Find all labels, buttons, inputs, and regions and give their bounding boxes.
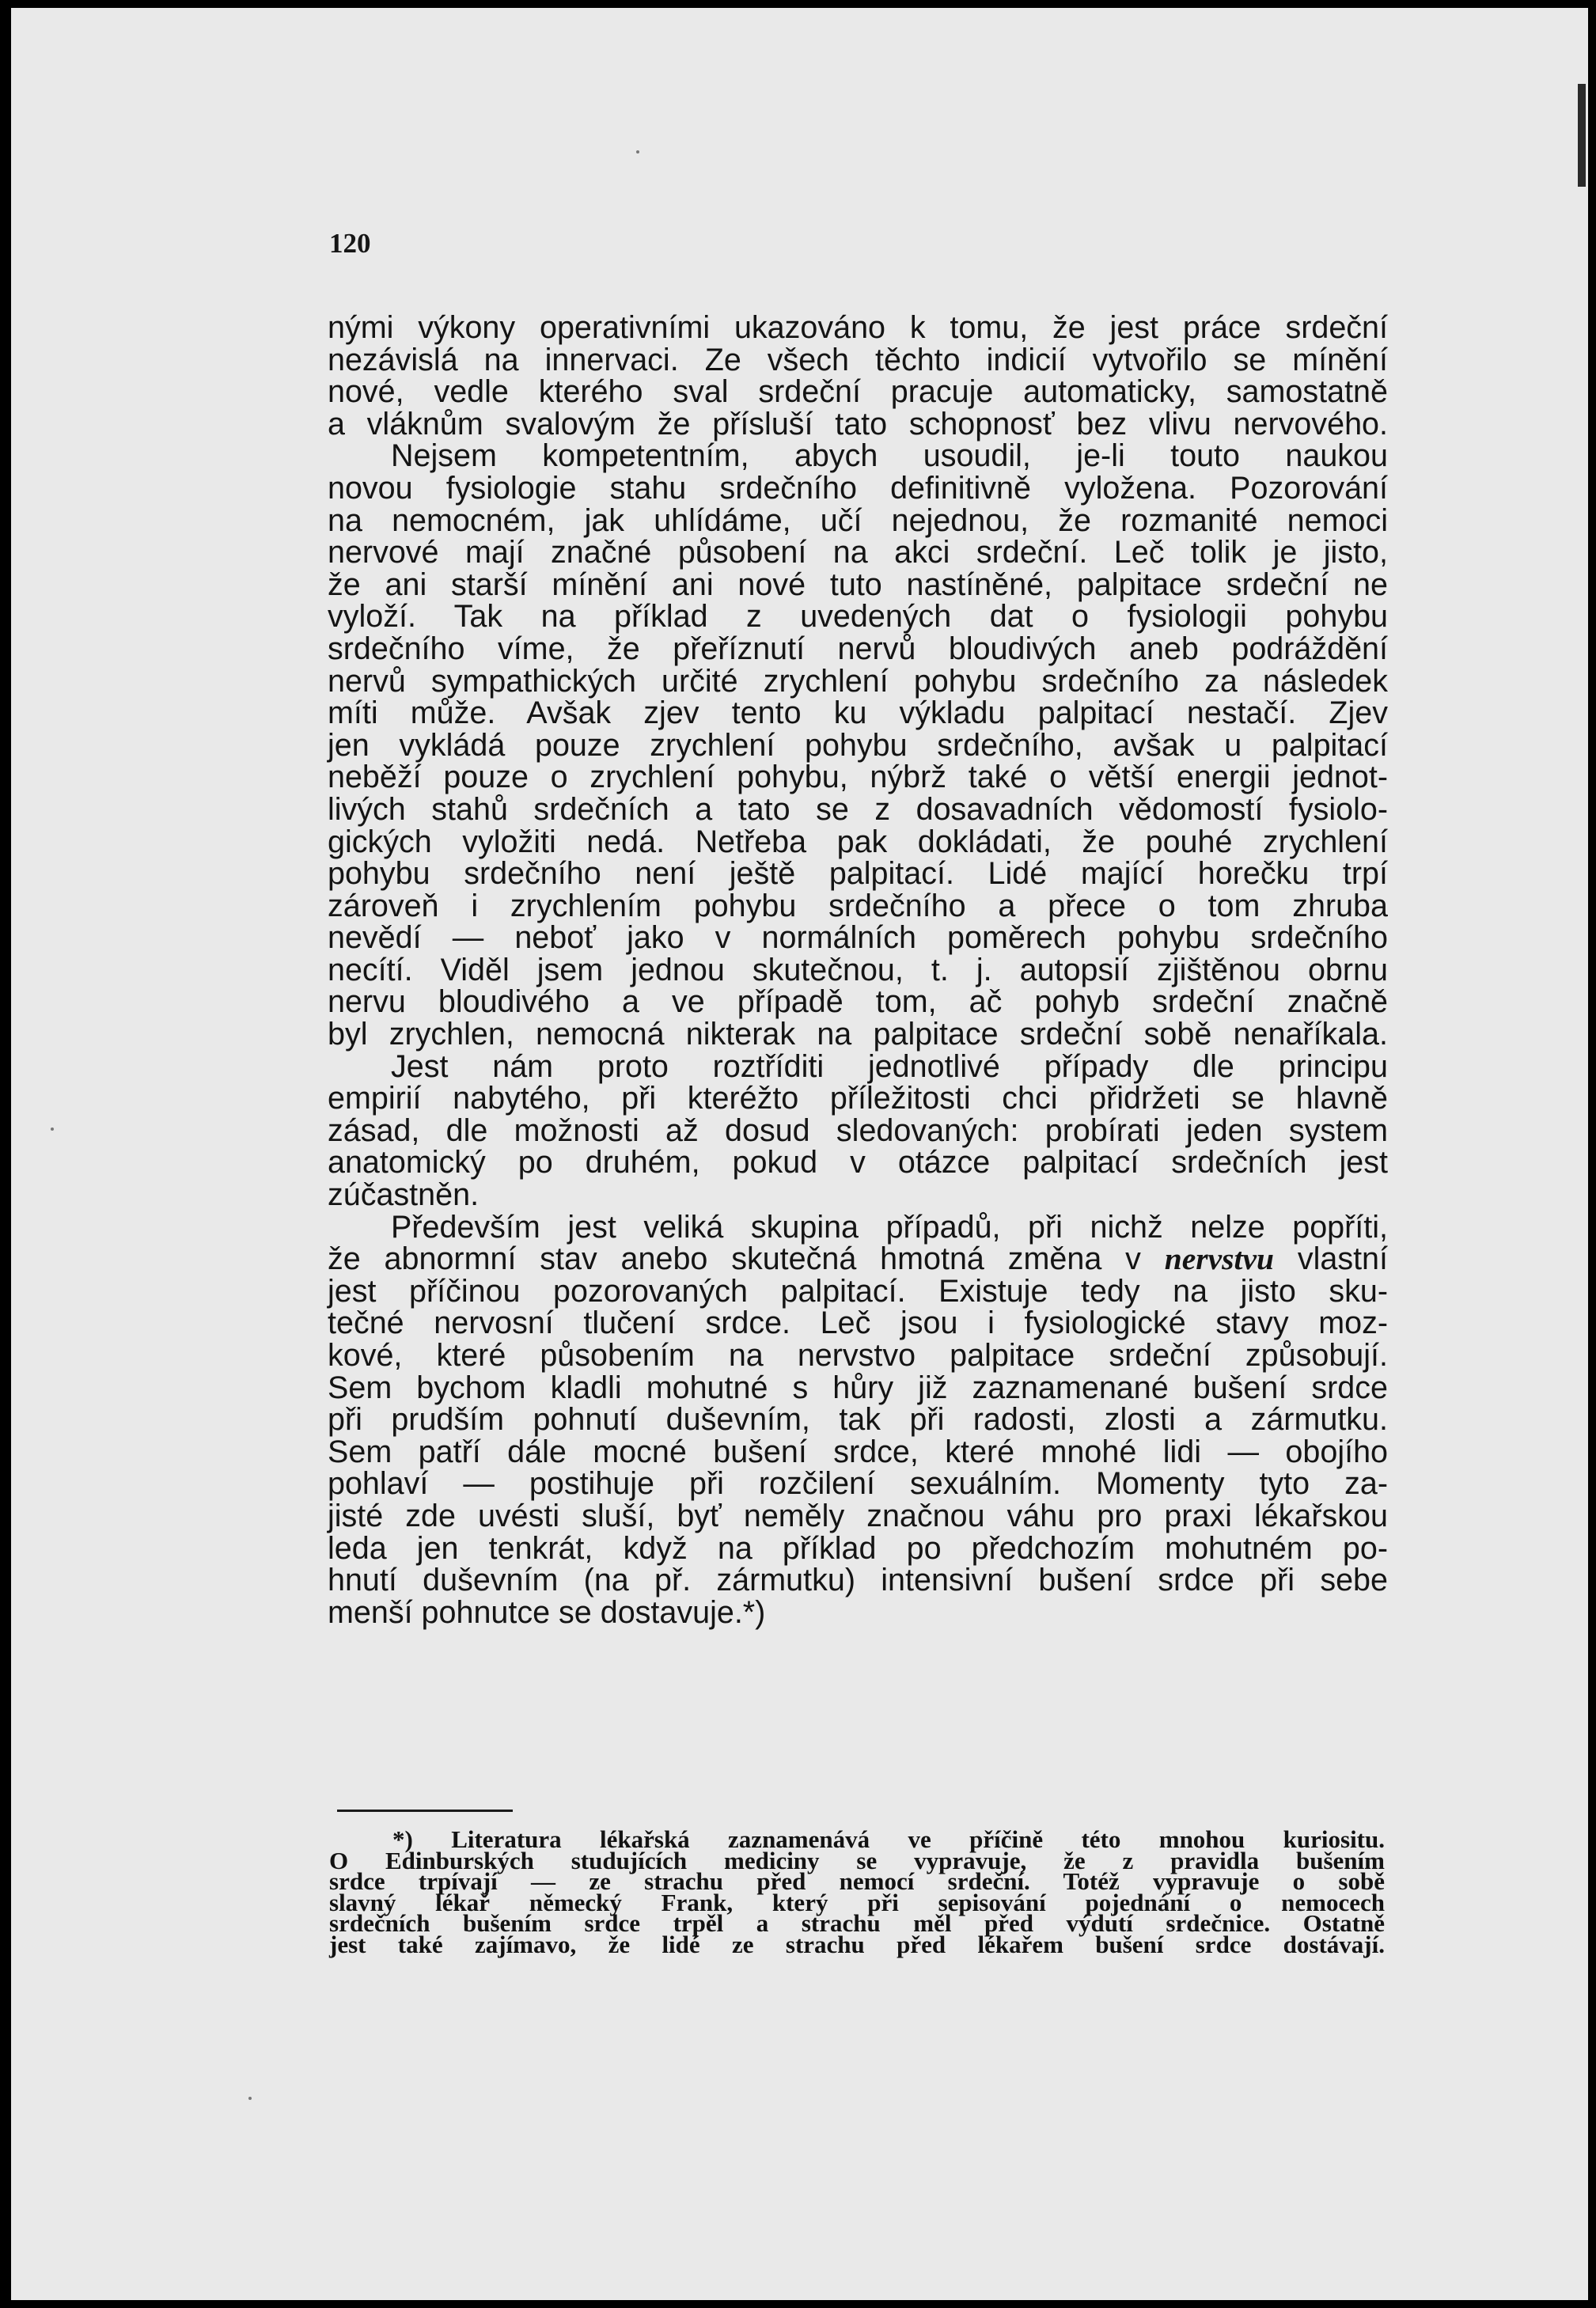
scan-speck xyxy=(51,1127,54,1131)
text-line: pohybu srdečního není ještě palpitací. Lidé mající horečku trpí xyxy=(328,856,1388,892)
text-line: menší pohnutce se dostavuje.*) xyxy=(328,1594,766,1630)
text-line: necítí. Viděl jsem jednou skutečnou, t. j. autopsií zjištěnou obrnu xyxy=(328,952,1388,987)
footnote-line: *) Literatura lékařská zaznamenává ve příčině této mnohou kuriositu. xyxy=(392,1825,1385,1853)
text-line: jisté zde uvésti sluší, byť neměly značnou váhu pro praxi lékařskou xyxy=(328,1498,1388,1533)
text-line: novou fysiologie stahu srdečního definitivně vyložena. Pozorování xyxy=(328,470,1388,506)
text-line: anatomický po druhém, pokud v otázce palpitací srdečních jest xyxy=(328,1145,1388,1181)
book-page xyxy=(11,8,1588,2300)
text-line: hnutí duševním (na př. zármutku) intensivní bušení srdce při sebe xyxy=(328,1563,1388,1598)
text-line: vyloží. Tak na příklad z uvedených dat o fysiologii pohybu xyxy=(328,599,1388,635)
text-segment: že abnormní stav anebo skutečná hmotná změna v xyxy=(328,1241,1141,1277)
footnote-line: srdce trpívají — ze strachu před nemocí srdeční. Totéž vypravuje o sobě xyxy=(329,1867,1385,1895)
text-line: leda jen tenkrát, když na příklad po předchozím mohutném po- xyxy=(328,1530,1388,1566)
footnote-line: jest také zajímavo, že lidé ze strachu před lékařem bušení srdce dostávají. xyxy=(329,1930,1385,1958)
text-line: a vláknům svalovým že přísluší tato schopnosť bez vlivu nervového. xyxy=(328,406,1388,442)
text-line: míti může. Avšak zjev tento ku výkladu palpitací nestačí. Zjev xyxy=(328,695,1388,731)
text-line: nezávislá na innervaci. Ze všech těchto indicií vytvořilo se mínění xyxy=(328,342,1388,377)
scan-edge-shadow xyxy=(1578,84,1586,187)
text-line: tečné nervosní tlučení srdce. Leč jsou i fysiologické stavy moz- xyxy=(328,1306,1388,1341)
text-line: nervů sympathických určité zrychlení pohybu srdečního za následek xyxy=(328,663,1388,699)
text-line: zároveň i zrychlením pohybu srdečního a přece o tom zhruba xyxy=(328,888,1388,923)
text-line: livých stahů srdečních a tato se z dosavadních vědomostí fysiolo- xyxy=(328,791,1388,827)
text-line: neběží pouze o zrychlení pohybu, nýbrž také o větší energii jednot- xyxy=(328,760,1388,795)
footnote-line: O Edinburských studujících mediciny se vypravuje, že z pravidla bušením xyxy=(329,1846,1385,1874)
text-line: Především jest veliká skupina případů, při nichž nelze popříti, xyxy=(391,1209,1388,1245)
text-line: Sem patří dále mocné bušení srdce, které mnohé lidi — obojího xyxy=(328,1434,1388,1469)
footnotes xyxy=(329,1825,1385,1958)
text-line: nové, vedle kterého sval srdeční pracuje automaticky, samostatně xyxy=(328,374,1388,410)
text-line: Nejsem kompetentním, abych usoudil, je-li touto naukou xyxy=(391,438,1388,474)
text-line: nervu bloudivého a ve případě tom, ač pohyb srdeční značně xyxy=(328,984,1388,1020)
italic-word: nervstvu xyxy=(1164,1241,1274,1277)
text-line: pohlaví — postihuje při rozčilení sexuálním. Momenty tyto za- xyxy=(328,1466,1388,1502)
text-line: byl zrychlen, nemocná nikterak na palpitace srdeční sobě nenaříkala. xyxy=(328,1017,1388,1052)
text-line: nevědí — neboť jako v normálních poměrech pohybu srdečního xyxy=(328,920,1388,956)
text-line: při prudším pohnutí duševním, tak při radosti, zlosti a zármutku. xyxy=(328,1402,1388,1438)
text-line: srdečního víme, že přeříznutí nervů bloudivých aneb podráždění xyxy=(328,631,1388,666)
text-line: že ani starší mínění ani nové tuto nastíněné, palpitace srdeční ne xyxy=(328,567,1388,602)
text-line: zásad, dle možnosti až dosud sledovaných: probírati jeden system xyxy=(328,1112,1388,1148)
text-line: jest příčinou pozorovaných palpitací. Existuje tedy na jisto sku- xyxy=(328,1273,1388,1309)
text-line: kové, které působením na nervstvo palpitace srdeční způsobují. xyxy=(328,1338,1388,1373)
text-line: Sem bychom kladli mohutné s hůry již zaznamenané bušení srdce xyxy=(328,1370,1388,1405)
text-line: gických vyložiti nedá. Netřeba pak dokládati, že pouhé zrychlení xyxy=(328,824,1388,859)
text-line: zúčastněn. xyxy=(328,1177,480,1213)
text-line: nými výkony operativními ukazováno k tomu, že jest práce srdeční xyxy=(328,310,1388,345)
text-line: nervové mají značné působení na akci srdeční. Leč tolik je jisto, xyxy=(328,535,1388,570)
text-line: Jest nám proto roztříditi jednotlivé případy dle principu xyxy=(391,1048,1388,1084)
scan-speck xyxy=(636,150,639,153)
main-text xyxy=(328,312,1388,1628)
footnote-line: srdečních bušením srdce trpěl a strachu měl před výdutí srdečnice. Ostatně xyxy=(329,1909,1385,1937)
footnote-divider xyxy=(337,1810,513,1812)
text-segment: vlastní xyxy=(1297,1241,1388,1277)
text-line: jen vykládá pouze zrychlení pohybu srdečního, avšak u palpitací xyxy=(328,727,1388,763)
text-line: empirií nabytého, při kteréžto příležitosti chci přidržeti se hlavně xyxy=(328,1081,1388,1116)
text-line: na nemocném, jak uhlídáme, učí nejednou, že rozmanité nemoci xyxy=(328,502,1388,538)
scan-speck xyxy=(248,2097,252,2100)
page-number: 120 xyxy=(329,228,371,259)
text-line xyxy=(328,1243,1388,1275)
footnote-line: slavný lékař německý Frank, který při sepisování pojednání o nemocech xyxy=(329,1888,1385,1916)
